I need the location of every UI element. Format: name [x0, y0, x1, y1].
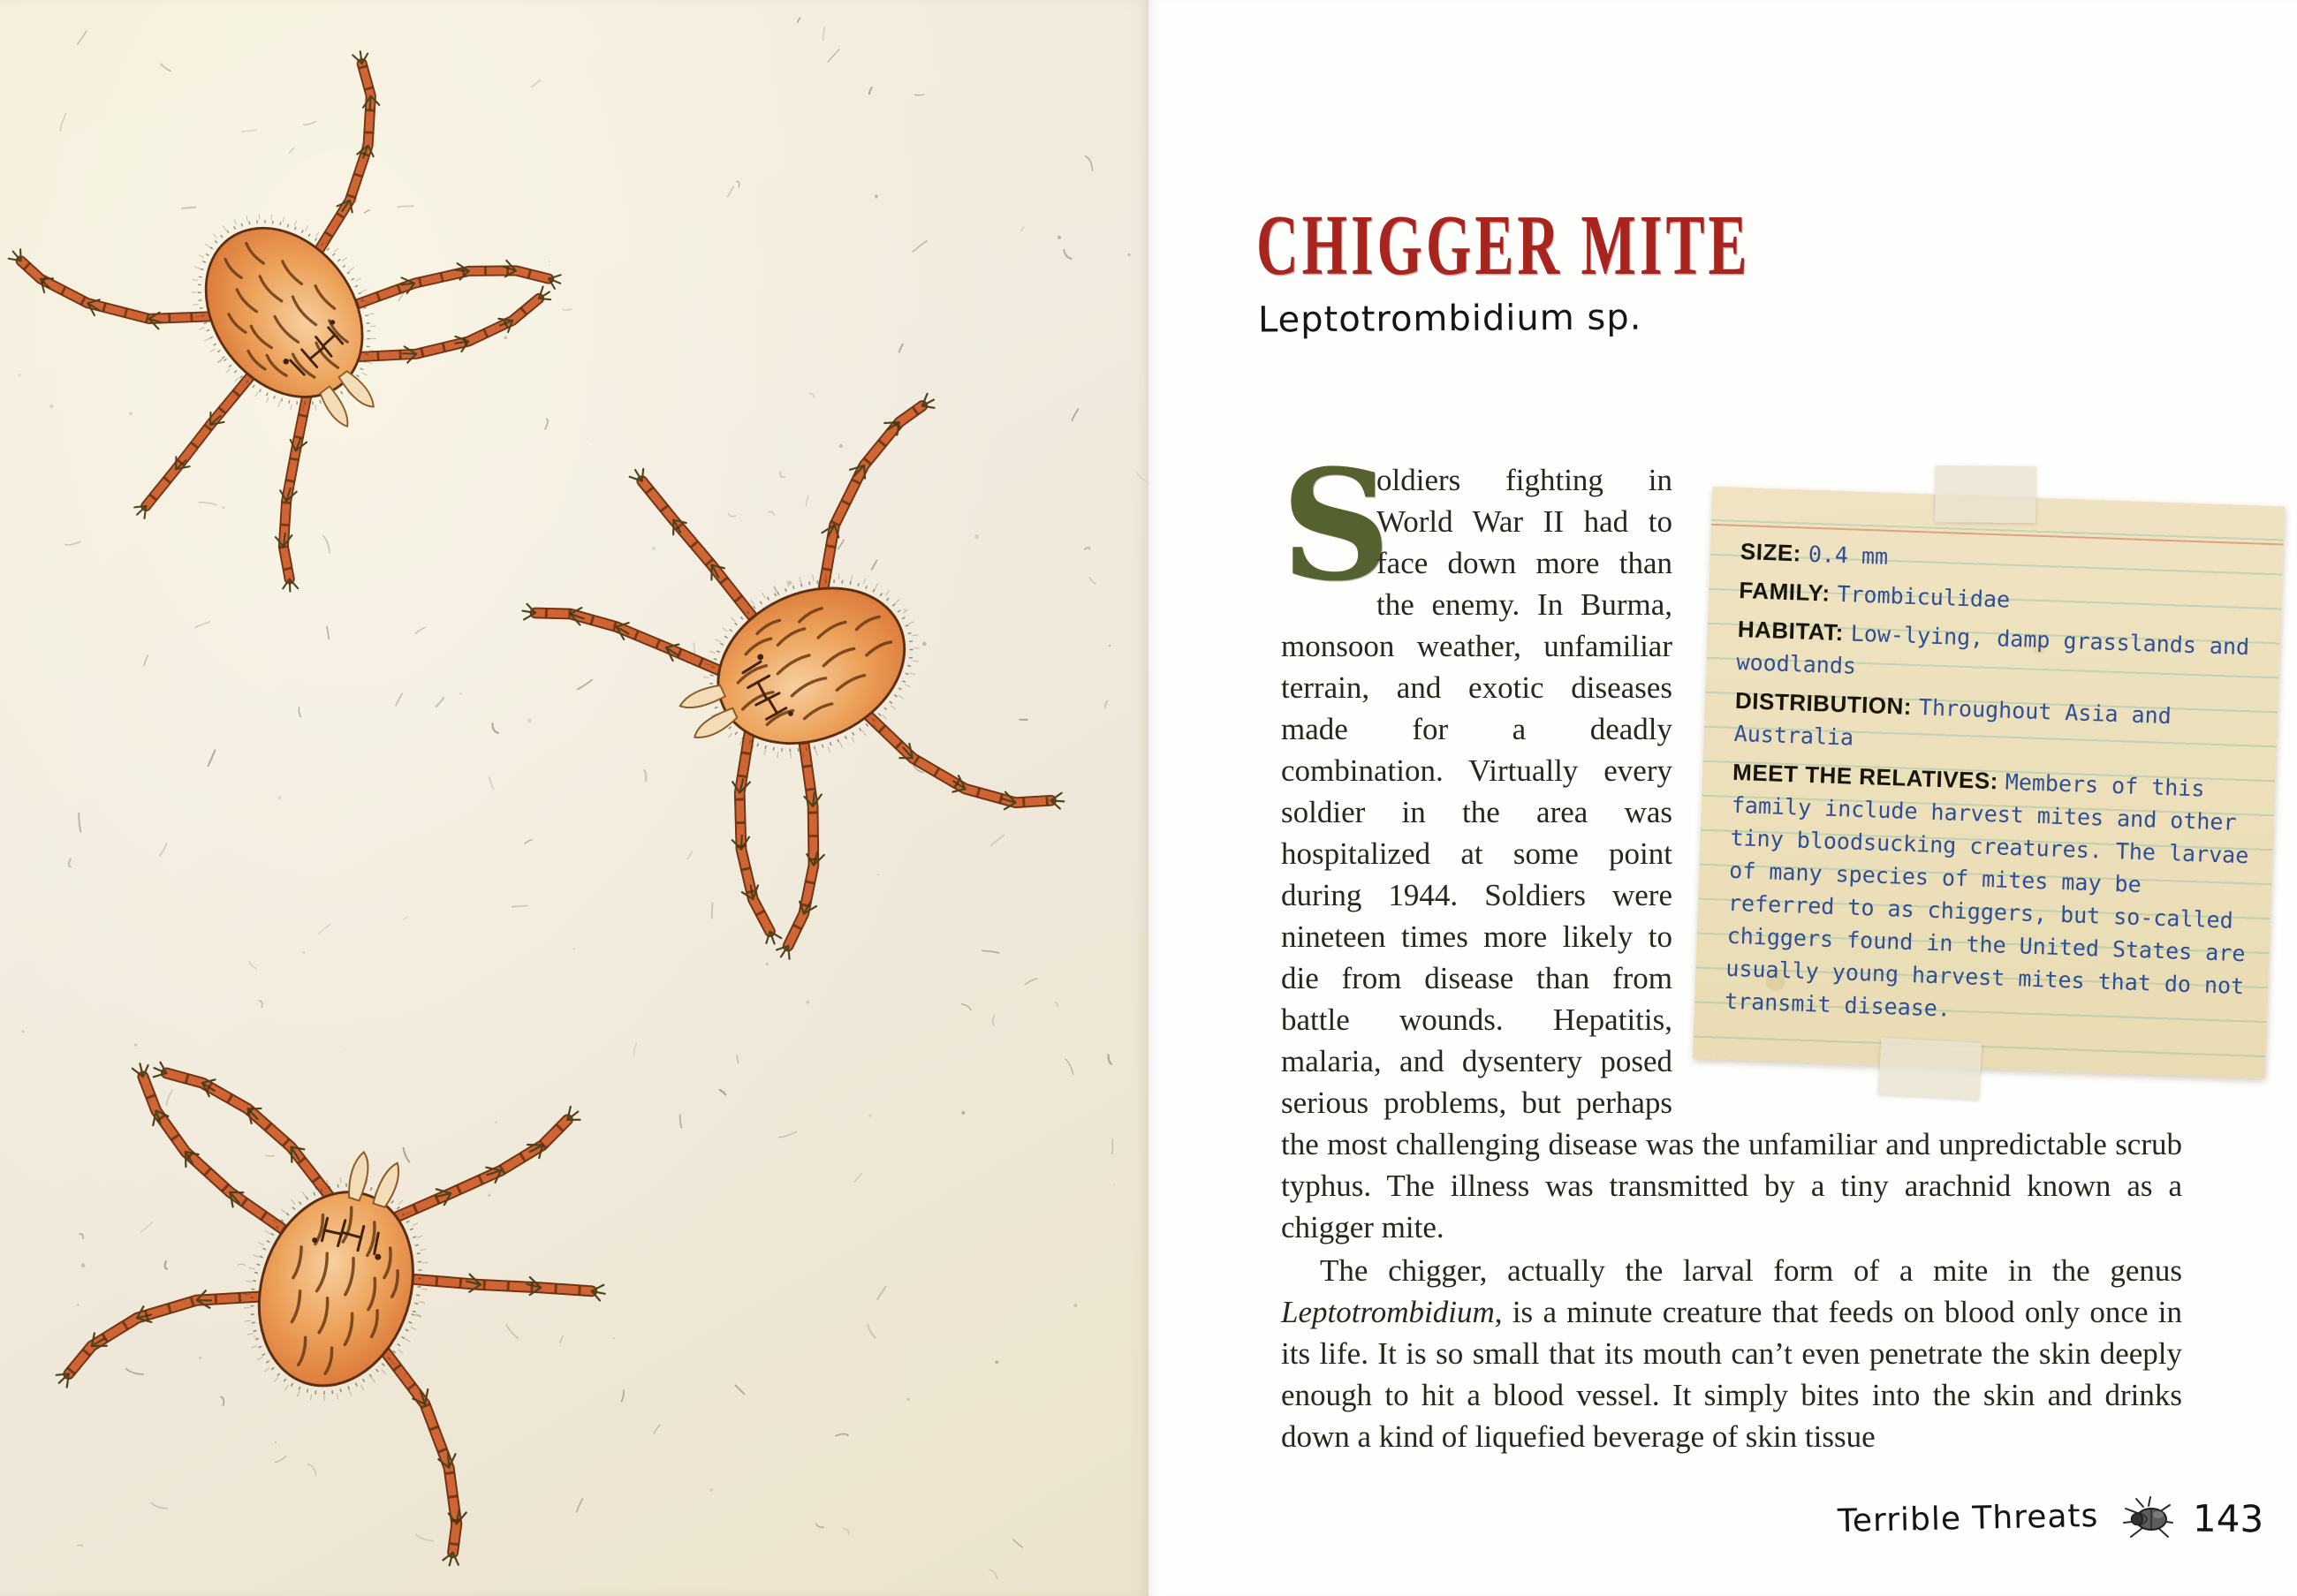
mite-illustration-top-left	[0, 14, 599, 622]
fact-habitat-label: HABITAT:	[1737, 615, 1845, 647]
paragraph-2-text-a: The chigger, actually the larval form of a mite in the genus	[1320, 1253, 2182, 1288]
species-subtitle: Leptotrombidium sp.	[1257, 297, 1642, 341]
tape-bottom	[1878, 1038, 1982, 1100]
left-page-illustration	[0, 0, 1148, 1596]
fact-card-float	[1692, 496, 2250, 1069]
fact-habitat	[1736, 613, 2257, 697]
section-title: Terrible Threats	[1838, 1497, 2100, 1539]
fact-relatives-label: MEET THE RELATIVES:	[1732, 758, 1999, 795]
page-title: CHIGGER MITE	[1256, 198, 1751, 294]
article-body	[1281, 435, 2250, 1457]
fact-size-value: 0.4 mm	[1808, 541, 1889, 570]
fact-distribution-label: DISTRIBUTION:	[1734, 686, 1913, 720]
paragraph-2	[1281, 1250, 2182, 1457]
paragraph-1-text: oldiers fighting in World War II had to face down more than the enemy. In Burma, monsoon weather, unfamiliar terrain, and exotic diseases made for a deadly combination. Virtually every soldier in the area was hospitalized at some point during 1944. Soldiers were nineteen times more likely to die from disease than from battle wounds. Hepatitis, malaria, and dysentery posed serious problems, but perhaps the most challenging disease was the unfamiliar and unpredictable scrub typhus. The illness was transmitted by a tiny arachnid known as a chigger mite.	[1281, 463, 2182, 1244]
fact-relatives-value: Members of this family include harvest mites and other tiny bloodsucking creatures. The larvae of many species of mites may be referred to as chiggers, but so-called chiggers found in the United States are usually young harvest mites that do not transmit disease.	[1724, 768, 2249, 1022]
mite-illustration-middle	[504, 360, 1105, 983]
fact-habitat-value: Low-lying, damp grasslands and woodlands	[1736, 620, 2250, 679]
paragraph-2-text-b: , is a minute creature that feeds on blood only once in its life. It is so small that its mouth can’t even penetrate the skin deeply enough to hit a blood vessel. It simply bites into the skin and drinks down a kind of liquefied beverage of skin tissue	[1281, 1295, 2182, 1454]
fact-size-label: SIZE:	[1740, 538, 1802, 567]
genus-name-italic: Leptotrombidium	[1281, 1295, 1495, 1329]
mite-illustration-canvas	[0, 0, 1148, 1596]
beetle-icon	[2117, 1494, 2175, 1542]
fact-distribution-value: Throughout Asia and Australia	[1733, 694, 2172, 751]
drop-cap: S	[1281, 435, 1391, 615]
mite-illustration-bottom	[33, 991, 640, 1569]
right-page	[1148, 0, 2297, 1596]
fact-card	[1693, 487, 2285, 1078]
tape-top	[1935, 465, 2036, 523]
fact-relatives	[1725, 756, 2253, 1036]
fact-family-value: Trombiculidae	[1837, 580, 2011, 613]
page-number: 143	[2192, 1496, 2264, 1540]
fact-distribution	[1733, 685, 2255, 768]
page-footer	[1838, 1494, 2263, 1542]
paper-speckles	[19, 18, 1146, 1578]
fact-family-label: FAMILY:	[1738, 577, 1831, 607]
